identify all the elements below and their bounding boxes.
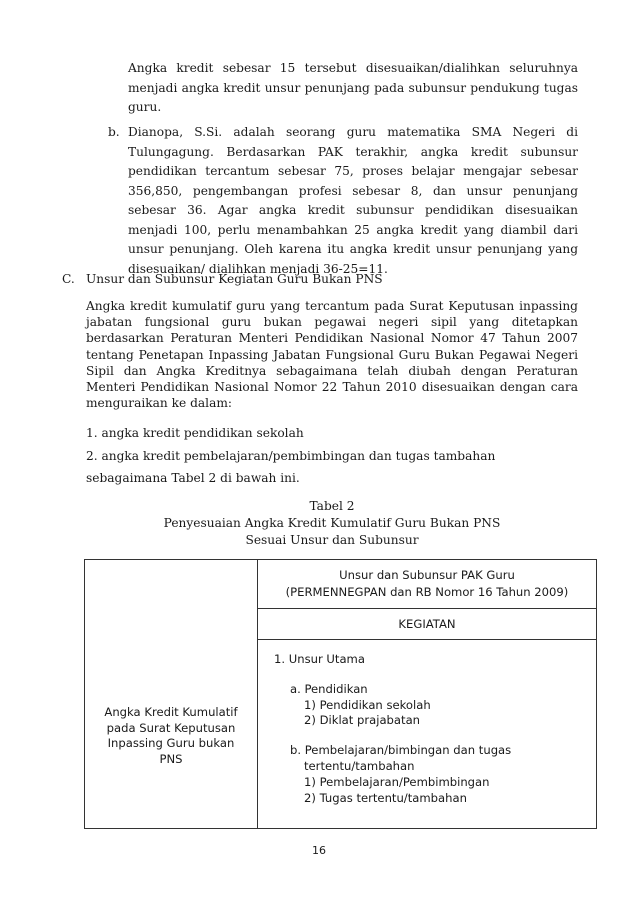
subunsur-b-1: 1) Pembelajaran/Pembimbingan [304,774,490,789]
table-kegiatan-cell: KEGIATAN [258,609,597,640]
closing-line: sebagaimana Tabel 2 di bawah ini. [86,471,300,485]
list-item-1: 1. angka kredit pendidikan sekolah [86,426,304,440]
subunsur-a-1: 1) Pendidikan sekolah [304,697,431,712]
subunsur-a-2: 2) Diklat prajabatan [304,713,421,728]
list-label-b: b. [108,125,120,139]
subunsur-a: a. Pendidikan [290,681,368,696]
list-item-2: 2. angka kredit pembelajaran/pembimbingan dan tugas tambahan [86,449,496,463]
subunsur-b-line2: tertentu/tambahan [304,758,415,773]
table-header-cell [258,560,597,609]
paragraph-example-b: Dianopa, S.Si. adalah seorang guru matematika SMA Negeri di Tulungagung. Berdasarkan PAK terakhir, angka kredit subunsur pendidikan tercantum sebesar 75, proses belajar mengajar sebesar 356,850, pengembangan profesi sebesar 8, dan unsur penunjang sebesar 36. Agar angka kredit subunsur pendidikan disesuaikan menjadi 100, perlu menambahkan 25 angka kredit yang diambil dari unsur penunjang. Oleh karena itu angka kredit unsur penunjang yang disesuaikan/ dialihkan menjadi 36-25=11. [128,125,578,276]
subunsur-b-2: 2) Tugas tertentu/tambahan [304,790,467,805]
paragraph-section-c: Angka kredit kumulatif guru yang tercantum pada Surat Keputusan inpassing jabatan fungsional guru bukan pegawai negeri sipil yang ditetapkan berdasarkan Peraturan Menteri Pendidikan Nasional Nomor 47 Tahun 2007 tentang Penetapan Inpassing Jabatan Fungsional Guru Bukan Pegawai Negeri Sipil dan Angka Kreditnya sebagaimana telah diubah dengan Peraturan Menteri Pendidikan Nasional Nomor 22 Tahun 2010 disesuaikan dengan cara menguraikan ke dalam: [86,299,578,411]
paragraph-continuation: Angka kredit sebesar 15 tersebut disesuaikan/dialihkan seluruhnya menjadi angka kredit unsur penunjang pada subunsur pendukung tugas guru. [128,61,578,114]
table-2 [84,559,597,829]
table-left-cell-text: Angka Kredit Kumulatif pada Surat Keputusan Inpassing Guru bukan PNS [104,705,238,766]
section-title: Unsur dan Subunsur Kegiatan Guru Bukan PNS [86,272,383,286]
unsur-utama: 1. Unsur Utama [274,652,365,666]
section-label: C. [62,272,75,286]
table-header-line2: (PERMENNEGPAN dan RB Nomor 16 Tahun 2009) [285,585,569,599]
page-number: 16 [312,844,326,857]
table-body-cell [258,640,597,829]
table-header-line1: Unsur dan Subunsur PAK Guru [339,568,515,582]
table-caption-title: Penyesuaian Angka Kredit Kumulatif Guru Bukan PNS [163,516,501,530]
table-left-cell [85,560,258,829]
subunsur-b-line1: b. Pembelajaran/bimbingan dan tugas [290,743,512,758]
table-caption-subtitle: Sesuai Unsur dan Subunsur [245,533,419,547]
table-caption-number: Tabel 2 [309,499,355,513]
